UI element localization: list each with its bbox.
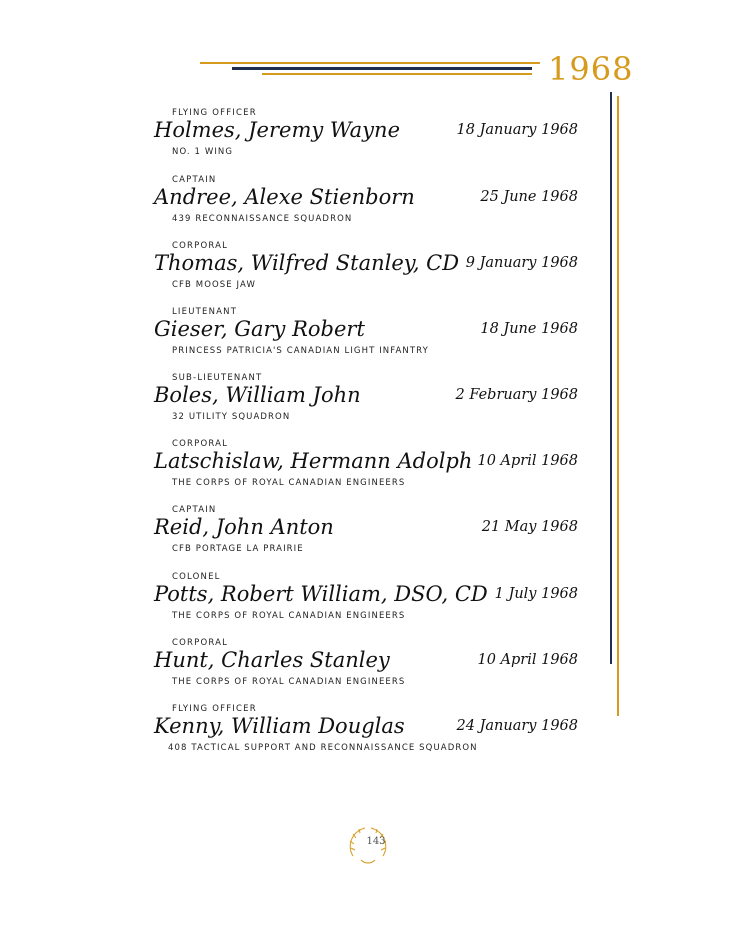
entry-rank: CORPORAL (172, 439, 229, 449)
entry-unit: 439 RECONNAISSANCE SQUADRON (172, 214, 353, 224)
entry-date: 18 June 1968 (480, 321, 578, 337)
entry-name: Gieser, Gary Robert (154, 317, 365, 341)
entry-name: Holmes, Jeremy Wayne (154, 118, 401, 142)
entry-rank: CAPTAIN (172, 505, 217, 515)
entry-name: Thomas, Wilfred Stanley, CD (154, 251, 460, 275)
memorial-entry (154, 704, 594, 766)
header-rule-navy (232, 67, 532, 70)
entry-rank: LIEUTENANT (172, 307, 238, 317)
memorial-entry (154, 307, 594, 369)
entry-unit: PRINCESS PATRICIA'S CANADIAN LIGHT INFANTRY (172, 346, 429, 356)
entry-date: 10 April 1968 (477, 652, 578, 668)
vertical-rule-navy (610, 92, 612, 664)
entry-name: Kenny, William Douglas (154, 714, 405, 738)
entry-date: 9 January 1968 (465, 255, 578, 271)
entry-date: 24 January 1968 (456, 718, 578, 734)
entry-rank: FLYING OFFICER (172, 704, 257, 714)
entry-unit: THE CORPS OF ROYAL CANADIAN ENGINEERS (172, 478, 406, 488)
entry-date: 21 May 1968 (481, 519, 578, 535)
memorial-entry (154, 505, 594, 567)
year-heading: 1968 (548, 50, 634, 88)
entry-unit: 408 TACTICAL SUPPORT AND RECONNAISSANCE SQUADRON (168, 743, 478, 753)
entry-unit: CFB PORTAGE LA PRAIRIE (172, 544, 304, 554)
entry-unit: 32 UTILITY SQUADRON (172, 412, 291, 422)
header-rule-gold-top (200, 62, 540, 64)
memorial-entry (154, 638, 594, 700)
memorial-entry (154, 241, 594, 303)
entry-unit: THE CORPS OF ROYAL CANADIAN ENGINEERS (172, 677, 406, 687)
entry-unit: NO. 1 WING (172, 147, 234, 157)
entry-name: Potts, Robert William, DSO, CD (154, 582, 488, 606)
entry-name: Boles, William John (154, 383, 361, 407)
entry-unit: CFB MOOSE JAW (172, 280, 256, 290)
entry-date: 10 April 1968 (477, 453, 578, 469)
entry-date: 1 July 1968 (494, 586, 578, 602)
entry-rank: COLONEL (172, 572, 221, 582)
header-rule-gold-bottom (262, 73, 532, 75)
entry-rank: CORPORAL (172, 241, 229, 251)
entry-rank: SUB-LIEUTENANT (172, 373, 263, 383)
entry-unit: THE CORPS OF ROYAL CANADIAN ENGINEERS (172, 611, 406, 621)
memorial-entry (154, 373, 594, 435)
page-number: 143 (366, 836, 386, 847)
entry-name: Hunt, Charles Stanley (154, 648, 390, 672)
entry-date: 18 January 1968 (456, 122, 578, 138)
entry-name: Andree, Alexe Stienborn (154, 185, 415, 209)
memorial-entry (154, 175, 594, 237)
vertical-rule-gold (617, 96, 619, 716)
entry-name: Latschislaw, Hermann Adolph (154, 449, 473, 473)
memorial-entry (154, 572, 594, 634)
entry-date: 25 June 1968 (480, 189, 578, 205)
memorial-entry (154, 108, 594, 170)
entry-rank: CAPTAIN (172, 175, 217, 185)
entry-name: Reid, John Anton (154, 515, 334, 539)
entry-rank: CORPORAL (172, 638, 229, 648)
entry-date: 2 February 1968 (455, 387, 578, 403)
entry-rank: FLYING OFFICER (172, 108, 257, 118)
memorial-entry (154, 439, 594, 501)
